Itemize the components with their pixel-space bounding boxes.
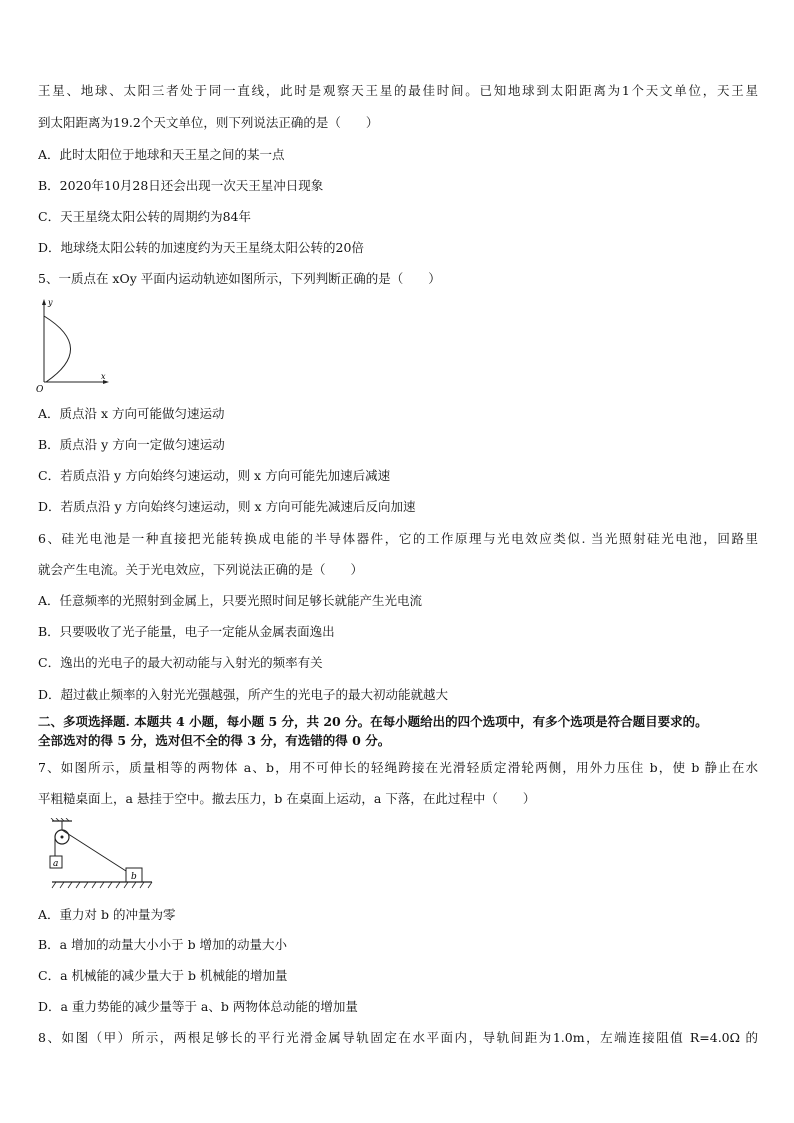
q7-option-c: C．a 机械能的减少量大于 b 机械能的增加量 — [38, 968, 288, 983]
q5-option-d: D．若质点沿 y 方向始终匀速运动，则 x 方向可能先减速后反向加速 — [38, 499, 416, 514]
q5-option-b: B．质点沿 y 方向一定做匀速运动 — [38, 437, 225, 452]
q5-stem: 5、一质点在 xOy 平面内运动轨迹如图所示，下列判断正确的是（ ） — [38, 271, 441, 286]
section2-instructions-line2: 全部选对的得 5 分，选对但不全的得 3 分，有选错的得 0 分。 — [38, 733, 391, 748]
q4-option-a: A．此时太阳位于地球和天王星之间的某一点 — [38, 147, 285, 162]
q6-option-b: B．只要吸收了光子能量，电子一定能从金属表面逸出 — [38, 624, 335, 639]
rope-slanted — [62, 830, 126, 871]
q5-option-c: C．若质点沿 y 方向始终匀速运动，则 x 方向可能先加速后减速 — [38, 468, 391, 483]
y-axis-arrow-icon — [42, 299, 46, 305]
q7-option-b: B．a 增加的动量大小小于 b 增加的动量大小 — [38, 937, 288, 952]
block-b-label: b — [131, 872, 137, 882]
q7-stem-line1: 7、如图所示，质量相等的两物体 a、b，用不可伸长的轻绳跨接在光滑轻质定滑轮两侧，用外力压住 b，使 b 静止在水 — [38, 760, 758, 775]
q7-option-a: A．重力对 b 的冲量为零 — [38, 907, 176, 922]
q6-option-d: D．超过截止频率的入射光光强越强，所产生的光电子的最大初动能就越大 — [38, 687, 449, 702]
q4-stem-line1: 王星、地球、太阳三者处于同一直线，此时是观察天王星的最佳时间。已知地球到太阳距离为1个天文单位，天王星 — [38, 83, 758, 98]
q7-stem-line2: 平粗糙桌面上，a 悬挂于空中。撤去压力，b 在桌面上运动，a 下落，在此过程中（ ） — [38, 791, 536, 806]
x-axis-label: x — [101, 372, 106, 381]
y-axis-label: y — [48, 298, 53, 307]
q5-option-a: A．质点沿 x 方向可能做匀速运动 — [38, 406, 225, 421]
q6-stem-line2: 就会产生电流。关于光电效应，下列说法正确的是（ ） — [38, 562, 364, 577]
origin-label: O — [36, 385, 44, 395]
q4-stem-line2: 到太阳距离为19.2个天文单位，则下列说法正确的是（ ） — [38, 115, 379, 130]
q4-option-d: D．地球绕太阳公转的加速度约为天王星绕太阳公转的20倍 — [38, 240, 364, 255]
q6-option-a: A．任意频率的光照射到金属上，只要光照时间足够长就能产生光电流 — [38, 593, 423, 608]
trajectory-curve — [44, 316, 71, 382]
q6-stem-line1: 6、硅光电池是一种直接把光能转换成电能的半导体器件，它的工作原理与光电效应类似. 当光照射硅光电池，回路里 — [38, 531, 758, 546]
q7-pulley-figure — [48, 818, 154, 892]
q6-option-c: C．逸出的光电子的最大初动能与入射光的频率有关 — [38, 655, 323, 670]
q8-stem-line1: 8、如图（甲）所示，两根足够长的平行光滑金属导轨固定在水平面内，导轨间距为1.0m，左端连接阻值 R=4.0Ω 的 — [38, 1030, 758, 1045]
block-a-label: a — [53, 859, 59, 869]
q7-option-d: D．a 重力势能的减少量等于 a、b 两物体总动能的增加量 — [38, 999, 358, 1014]
table-hatching — [52, 882, 152, 888]
q4-option-c: C．天王星绕太阳公转的周期约为84年 — [38, 209, 251, 224]
q4-option-b: B．2020年10月28日还会出现一次天王星冲日现象 — [38, 178, 324, 193]
q5-trajectory-figure — [34, 296, 114, 396]
section2-instructions-line1: 二、多项选择题. 本题共 4 小题，每小题 5 分，共 20 分。在每小题给出的四个选项中，有多个选项是符合题目要求的。 — [38, 714, 708, 729]
